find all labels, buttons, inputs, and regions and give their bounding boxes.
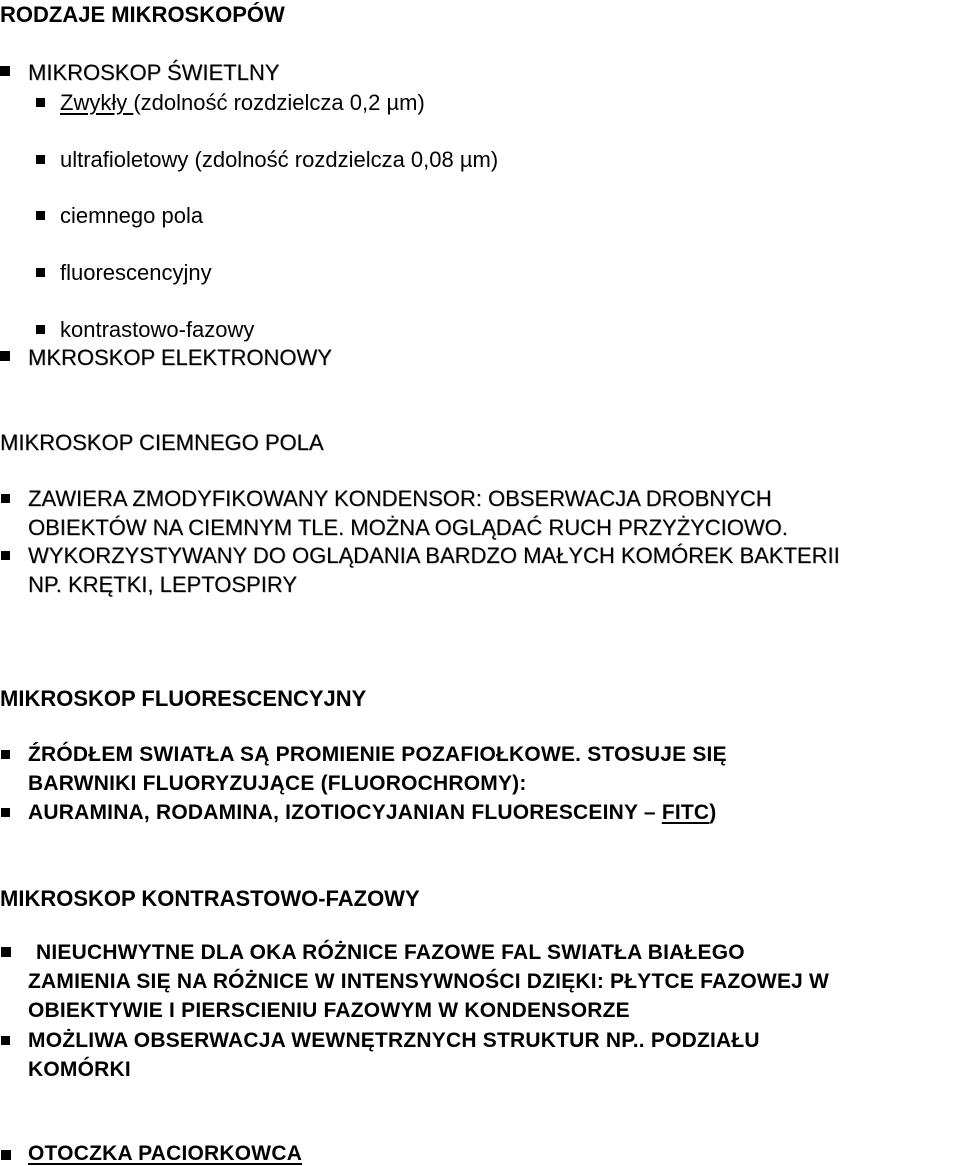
bullet-icon	[1, 494, 10, 503]
bullet-icon	[36, 211, 45, 220]
electron-microscope-label: MKROSKOP ELEKTRONOWY	[28, 345, 332, 370]
phase-bullet-1-line-2: ZAMIENIA SIĘ NA RÓŻNICE W INTENSYWNOŚCI DZIĘKI: PŁYTCE FAZOWEJ W	[28, 970, 830, 993]
light-item-4: fluorescencyjny	[60, 260, 212, 285]
bullet-icon	[1, 947, 11, 957]
light-microscope-label: MIKROSKOP ŚWIETLNY	[28, 60, 280, 85]
fitc-text: FITC	[661, 801, 710, 824]
bullet-icon	[36, 98, 45, 107]
bullet-icon	[36, 155, 45, 164]
light-item-3: ciemnego pola	[60, 203, 204, 228]
bullet-icon	[1, 1150, 11, 1160]
light-item-2: ultrafioletowy (zdolność rozdzielcza 0,08 µm)	[60, 147, 499, 172]
item-rest-text: (zdolność rozdzielcza 0,2 µm)	[133, 90, 425, 115]
fluorescence-bullet-1-line-2: BARWNIKI FLUORYZUJĄCE (FLUOROCHROMY):	[28, 772, 527, 795]
phase-bullet-2-line-1: MOŻLIWA OBSERWACJA WEWNĘTRZNYCH STRUKTUR NP.. PODZIAŁU	[28, 1029, 760, 1052]
fluorochrome-list: AURAMINA, RODAMINA, IZOTIOCYJANIAN FLUORESCEINY –	[28, 801, 656, 824]
dark-field-bullet-1-line-1: ZAWIERA ZMODYFIKOWANY KONDENSOR: OBSERWACJA DROBNYCH	[28, 486, 772, 511]
bullet-icon	[1, 808, 10, 817]
bullet-icon	[1, 1036, 10, 1045]
page-title: RODZAJE MIKROSKOPÓW	[0, 2, 285, 27]
dark-field-bullet-2-line-1: WYKORZYSTYWANY DO OGLĄDANIA BARDZO MAŁYCH KOMÓREK BAKTERII	[28, 543, 840, 568]
phase-bullet-1-line-1: NIEUCHWYTNE DLA OKA RÓŻNICE FAZOWE FAL SWIATŁA BIAŁEGO	[36, 941, 745, 964]
phase-bullet-2-line-2: KOMÓRKI	[28, 1058, 131, 1081]
bullet-icon	[36, 325, 45, 334]
capsule-label: OTOCZKA PACIORKOWCA	[28, 1142, 303, 1165]
fluorescence-bullet-1-line-1: ŹRÓDŁEM SWIATŁA SĄ PROMIENIE POZAFIOŁKOWE. STOSUJE SIĘ	[28, 743, 727, 766]
dark-field-bullet-1-line-2: OBIEKTÓW NA CIEMNYM TLE. MOŻNA OGLĄDAĆ RUCH PRZYŻYCIOWO.	[28, 515, 788, 540]
bullet-icon	[1, 551, 10, 560]
phase-bullet-1-line-3: OBIEKTYWIE I PIERSCIENIU FAZOWYM W KONDENSORZE	[28, 999, 630, 1022]
light-item-1	[60, 92, 425, 114]
item-underlined-text: Zwykły	[60, 90, 134, 115]
closing-paren: )	[709, 801, 717, 824]
dark-field-bullet-2-line-2: NP. KRĘTKI, LEPTOSPIRY	[28, 572, 297, 597]
bullet-icon	[1, 750, 10, 759]
bullet-icon	[36, 268, 45, 277]
dark-field-heading: MIKROSKOP CIEMNEGO POLA	[0, 430, 324, 455]
bullet-icon	[0, 351, 10, 361]
phase-contrast-heading: MIKROSKOP KONTRASTOWO-FAZOWY	[0, 886, 420, 911]
bullet-icon	[0, 66, 10, 76]
fluorescence-bullet-2	[28, 802, 717, 823]
light-item-5: kontrastowo-fazowy	[60, 317, 255, 342]
fluorescence-heading: MIKROSKOP FLUORESCENCYJNY	[0, 686, 367, 711]
